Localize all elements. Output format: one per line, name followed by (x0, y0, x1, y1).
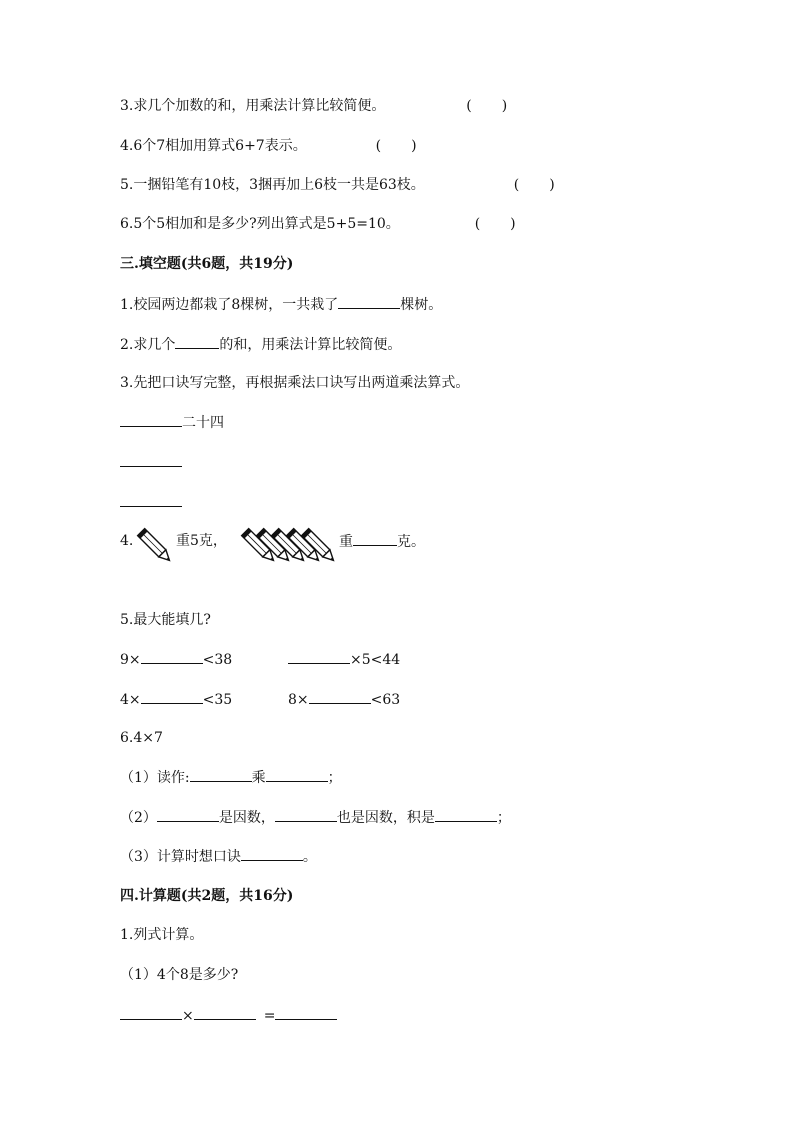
fill-q6: 6.4×7 (120, 730, 163, 746)
judge-q6 (120, 214, 516, 234)
answer-paren[interactable]: ( ) (466, 98, 508, 114)
fill-q1-tail: 棵树。 (400, 297, 443, 313)
calc-q1-1-equation (120, 1005, 337, 1026)
judge-q4-text: 4.6个7相加用算式6+7表示。 (120, 138, 307, 154)
fill-q6-3: （3）计算时想口诀 。 (120, 846, 317, 867)
calc-q1-1: （1）4个8是多少? (120, 967, 239, 983)
koujue-text: 二十四 (182, 415, 224, 431)
fill-q5-r2-left: 4× <35 (120, 689, 232, 710)
answer-blank[interactable] (275, 1005, 337, 1020)
fill-q1-text: 1.校园两边都栽了8棵树，一共栽了 (120, 297, 339, 313)
answer-blank[interactable] (266, 767, 328, 782)
calc-q1: 1.列式计算。 (120, 927, 204, 943)
fill-q4-zhong: 重 (339, 534, 353, 550)
equals-sign: = (263, 1008, 276, 1024)
answer-blank[interactable] (157, 807, 219, 822)
judge-q6-text: 6.5个5相加和是多少?列出算式是5+5=10。 (120, 216, 400, 232)
fill-q3-line-1 (120, 452, 182, 473)
answer-paren[interactable]: ( ) (513, 177, 555, 193)
judge-q5-text: 5.一捆铅笔有10枝，3捆再加上6枝一共是63枝。 (120, 177, 425, 193)
answer-blank[interactable] (241, 846, 303, 861)
fill-q3-koujue (120, 412, 224, 433)
fill-q2-tail: 的和，用乘法计算比较简便。 (219, 337, 402, 353)
pencil-icon (136, 526, 176, 568)
fill-q1 (120, 294, 442, 315)
fill-q3-line-2 (120, 492, 182, 513)
answer-blank[interactable] (141, 689, 203, 704)
answer-blank[interactable] (353, 531, 397, 546)
judge-q4 (120, 136, 417, 156)
answer-paren[interactable]: ( ) (474, 216, 516, 232)
fill-q4-weight-b (339, 531, 425, 552)
fill-q3: 3.先把口诀写完整，再根据乘法口诀写出两道乘法算式。 (120, 375, 470, 391)
fill-q5-r1-right: ×5<44 (288, 649, 400, 670)
fill-q2-text: 2.求几个 (120, 337, 176, 353)
fill-q5-r1-left: 9× <38 (120, 649, 232, 670)
answer-blank[interactable] (120, 1005, 182, 1020)
pencil-icon (300, 526, 340, 568)
answer-blank[interactable] (288, 649, 350, 664)
fill-q6-1: （1）读作: 乘 ； (120, 767, 342, 788)
judge-q3-text: 3.求几个加数的和，用乘法计算比较简便。 (120, 98, 386, 114)
times-sign: × (182, 1008, 194, 1024)
answer-blank[interactable] (435, 807, 497, 822)
answer-blank[interactable] (175, 334, 219, 349)
answer-blank[interactable] (194, 1005, 256, 1020)
answer-blank[interactable] (338, 294, 400, 309)
judge-q3 (120, 96, 507, 116)
section3-title: 三.填空题(共6题，共19分) (120, 256, 294, 272)
judge-q5 (120, 175, 555, 195)
answer-blank[interactable] (120, 492, 182, 507)
answer-paren[interactable]: ( ) (375, 138, 417, 154)
fill-q2 (120, 334, 401, 355)
fill-q5: 5.最大能填几? (120, 612, 211, 628)
answer-blank[interactable] (275, 807, 337, 822)
answer-blank[interactable] (120, 452, 182, 467)
fill-q5-r2-right: 8× <63 (288, 689, 400, 710)
fill-q4-num: 4. (120, 533, 134, 549)
fill-q6-2: （2） 是因数， 也是因数，积是 ； (120, 807, 511, 828)
pencil-bundle (240, 526, 340, 568)
answer-blank[interactable] (141, 649, 203, 664)
fill-q4-weight-a: 重5克， (176, 533, 227, 549)
section4-title: 四.计算题(共2题，共16分) (120, 888, 294, 904)
fill-q4-ke: 克。 (397, 534, 425, 550)
answer-blank[interactable] (190, 767, 252, 782)
answer-blank[interactable] (120, 412, 182, 427)
answer-blank[interactable] (309, 689, 371, 704)
